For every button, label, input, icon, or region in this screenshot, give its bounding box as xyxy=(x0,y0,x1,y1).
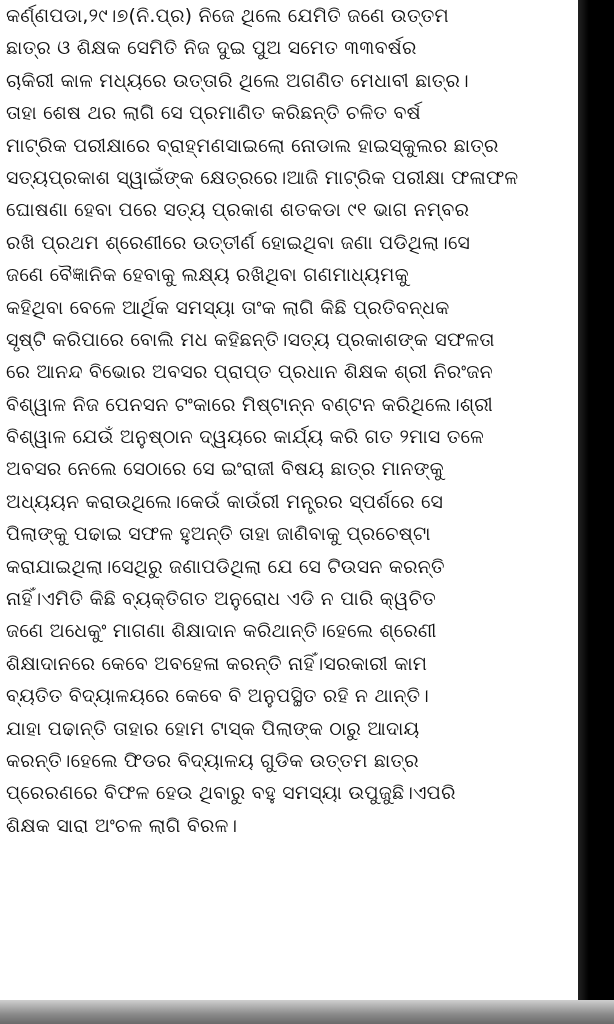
article-line: ବିଶ୍ୱାଳ ନିଜ ପେନସନ ଟଂକାରେ ମିଷ୍ଟାନ୍ନ ବଣ୍ଟନ କରିଥିଲେ।ଶ୍ରୀ xyxy=(6,393,494,416)
article-line: ଘୋଷଣା ହେବା ପରେ ସତ୍ୟ ପ୍ରକାଶ ଶତକଡା ୯୧ ଭାଗ ନମ୍ବର xyxy=(6,199,470,222)
article-line: ମାଟ୍ରିକ ପରୀକ୍ଷାରେ ବ୍ରାହ୍ମଣସାଇଲୋ ନୋଡାଲ ହାଇସ୍କୁଲର ଛାତ୍ର xyxy=(6,134,499,157)
article-line: ଚାକିରୀ କାଳ ମଧ୍ୟରେ ଉତ୍ତାରି ଥିଲେ ଅଗଣିତ ମେଧାବୀ ଛାତ୍ର। xyxy=(6,69,469,92)
article-line: ଯାହା ପଢାନ୍ତି ତାହାର ହୋମ ଟାସ୍କ ପିଲାଙ୍କ ଠାରୁ ଆଦାୟ xyxy=(6,717,420,740)
article-line: କରନ୍ତି।ହେଲେ ଫିଡର ବିଦ୍ୟାଳୟ ଗୁଡିକ ଉତ୍ତମ ଛାତ୍ର xyxy=(6,749,419,772)
article-line: କରାଯାଇଥିଲା।ସେଥିରୁ ଜଣାପଡିଥିଲା ଯେ ସେ ଟିଉସନ କରନ୍ତି xyxy=(6,555,445,578)
article-line: ଜଣେ ବୈଜ୍ଞାନିକ ହେବାକୁ ଲକ୍ଷ୍ୟ ରଖିଥିବା ଗଣମାଧ୍ୟମକୁ xyxy=(6,264,409,287)
article-body xyxy=(6,0,574,842)
article-line: ରଖି ପ୍ରଥମ ଶ୍ରେଣୀରେ ଉତ୍ତୀର୍ଣ ହୋଇଥିବା ଜଣା ପଡିଥିଲା।ସେ xyxy=(6,231,471,254)
page-bottom-shadow xyxy=(0,1000,614,1024)
article-line: ସତ୍ୟପ୍ରକାଶ ସ୍ୱାଇଁଙ୍କ କ୍ଷେତ୍ରରେ।ଆଜି ମାଟ୍ରିକ ପରୀକ୍ଷା ଫଳାଫଳ xyxy=(6,166,519,189)
article-line: କହିଥିବା ବେଳେ ଆର୍ଥିକ ସମସ୍ୟା ତାଂକ ଲାଗି କିଛି ପ୍ରତିବନ୍ଧକ xyxy=(6,296,450,319)
article-line: ନାହିଁ।ଏମିତି କିଛି ବ୍ୟକ୍ତିଗତ ଅନୁରୋଧ ଏଡି ନ ପାରି କ୍ୱଚିତ xyxy=(6,588,437,611)
article-line: ଅବସର ନେଲେ ସେଠାରେ ସେ ଇଂରାଜୀ ବିଷୟ ଛାତ୍ର ମାନଙ୍କୁ xyxy=(6,458,444,481)
article-line: ତାହା ଶେଷ ଥର ଲାଗି ସେ ପ୍ରମାଣିତ କରିଛନ୍ତି ଚଳିତ ବର୍ଷ xyxy=(6,102,421,125)
article-line: ଶିକ୍ଷାଦାନରେ କେବେ ଅବହେଳା କରନ୍ତି ନାହିଁ।ସରକାରୀ କାମ xyxy=(6,652,428,675)
article-line: ଛାତ୍ର ଓ ଶିକ୍ଷକ ସେମିତି ନିଜ ଦୁଇ ପୁଅ ସମେତ ୩୩ବର୍ଷର xyxy=(6,37,417,60)
article-line: ଅଧ୍ୟୟନ କରାଉଥିଲେ।କେଉଁ କାଉଁରୀ ମନ୍ତ୍ରର ସ୍ପର୍ଶରେ ସେ xyxy=(6,490,444,513)
article-line: ପ୍ରେରଣରେ ବିଫଳ ହେଉ ଥିବାରୁ ବହୁ ସମସ୍ୟା ଉପୁଜୁଛି।ଏପରି xyxy=(6,782,456,805)
article-line: ସୃଷ୍ଟି କରିପାରେ ବୋଲି ମଧ କହିଛନ୍ତି।ସତ୍ୟ ପ୍ରକାଶଙ୍କ ସଫଳତା xyxy=(6,328,495,351)
article-line: ଜଣେ ଅଧେକୁଂ ମାଗଣା ଶିକ୍ଷାଦାନ କରିଥାନ୍ତି।ହେଲେ ଶ୍ରେଣୀ xyxy=(6,620,437,643)
page-edge-shadow xyxy=(578,0,614,1024)
article-line: ବିଶ୍ୱାଳ ଯେଉଁ ଅନୁଷ୍ଠାନ ଦ୍ୱୟରେ କାର୍ଯ୍ୟ କରି ଗତ ୨ମାସ ତଳେ xyxy=(6,426,484,449)
article-line: କର୍ଣ୍ଣପଡା,୨୯।୭(ନି.ପ୍ର) ନିଜେ ଥିଲେ ଯେମିତି ଜଣେ ଉତ୍ତମ xyxy=(6,5,449,27)
article-line: ବ୍ୟତିତ ବିଦ୍ୟାଳୟରେ କେବେ ବି ଅନୁପସ୍ଥିତ ରହି ନ ଥାନ୍ତି। xyxy=(6,685,429,708)
article-line: ରେ ଆନନ୍ଦ ବିଭୋର ଅବସର ପ୍ରାପ୍ତ ପ୍ରଧାନ ଶିକ୍ଷକ ଶ୍ରୀ ନିରଂଜନ xyxy=(6,361,493,384)
article-line: ଶିକ୍ଷକ ସାରା ଅଂଚଳ ଲାଗି ବିରଳ। xyxy=(6,814,238,837)
article-line: ପିଲାଙ୍କୁ ପଢାଇ ସଫଳ ହୁଅନ୍ତି ତାହା ଜାଣିବାକୁ ପ୍ରଚେଷ୍ଟା xyxy=(6,523,431,546)
